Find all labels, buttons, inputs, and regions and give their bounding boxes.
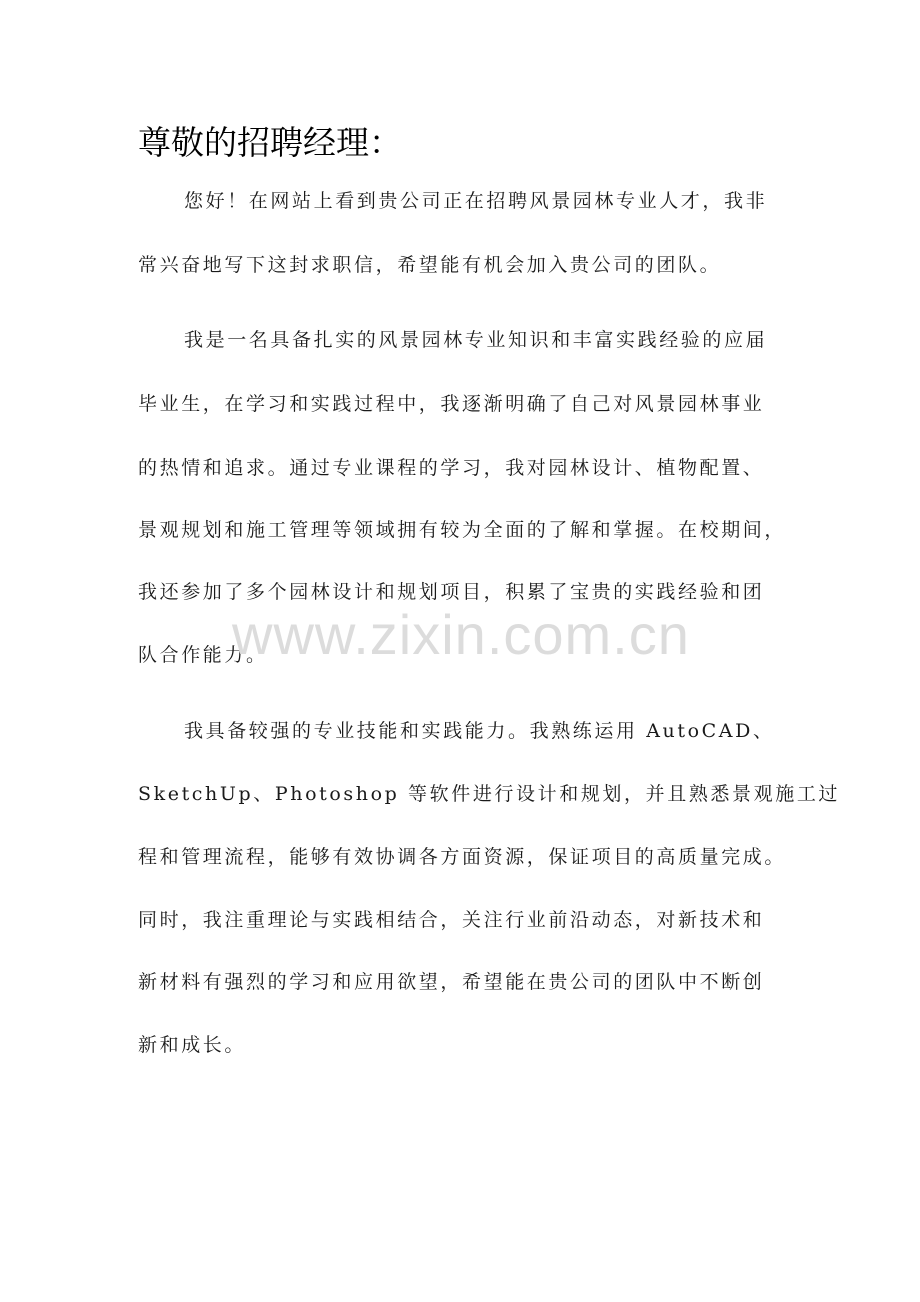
paragraph-3-line-5: 新材料有强烈的学习和应用欲望，希望能在贵公司的团队中不断创 xyxy=(138,971,765,993)
paragraph-1-line-2: 常兴奋地写下这封求职信，希望能有机会加入贵公司的团队。 xyxy=(138,254,722,276)
paragraph-2-line-6: 队合作能力。 xyxy=(138,644,268,666)
watermark: www.zixin.com.cn xyxy=(232,603,690,666)
paragraph-3-line-6: 新和成长。 xyxy=(138,1034,247,1056)
paragraph-2-line-3: 的热情和追求。通过专业课程的学习，我对园林设计、植物配置、 xyxy=(138,457,765,479)
paragraph-2-line-5: 我还参加了多个园林设计和规划项目，积累了宝贵的实践经验和团 xyxy=(138,581,765,603)
paragraph-2-line-4: 景观规划和施工管理等领域拥有较为全面的了解和掌握。在校期间， xyxy=(138,519,787,541)
paragraph-3-line-1: 我具备较强的专业技能和实践能力。我熟练运用 AutoCAD、 xyxy=(184,720,775,742)
paragraph-3-line-3: 程和管理流程，能够有效协调各方面资源，保证项目的高质量完成。 xyxy=(138,846,787,868)
paragraph-3-line-2: SketchUp、Photoshop 等软件进行设计和规划，并且熟悉景观施工过 xyxy=(138,783,841,805)
paragraph-3-line-4: 同时，我注重理论与实践相结合，关注行业前沿动态，对新技术和 xyxy=(138,909,765,931)
paragraph-2-line-1: 我是一名具备扎实的风景园林专业知识和丰富实践经验的应届 xyxy=(184,329,768,351)
paragraph-1-line-1: 您好！在网站上看到贵公司正在招聘风景园林专业人才，我非 xyxy=(184,190,768,212)
salutation: 尊敬的招聘经理： xyxy=(138,123,402,162)
paragraph-2-line-2: 毕业生，在学习和实践过程中，我逐渐明确了自己对风景园林事业 xyxy=(138,393,765,415)
